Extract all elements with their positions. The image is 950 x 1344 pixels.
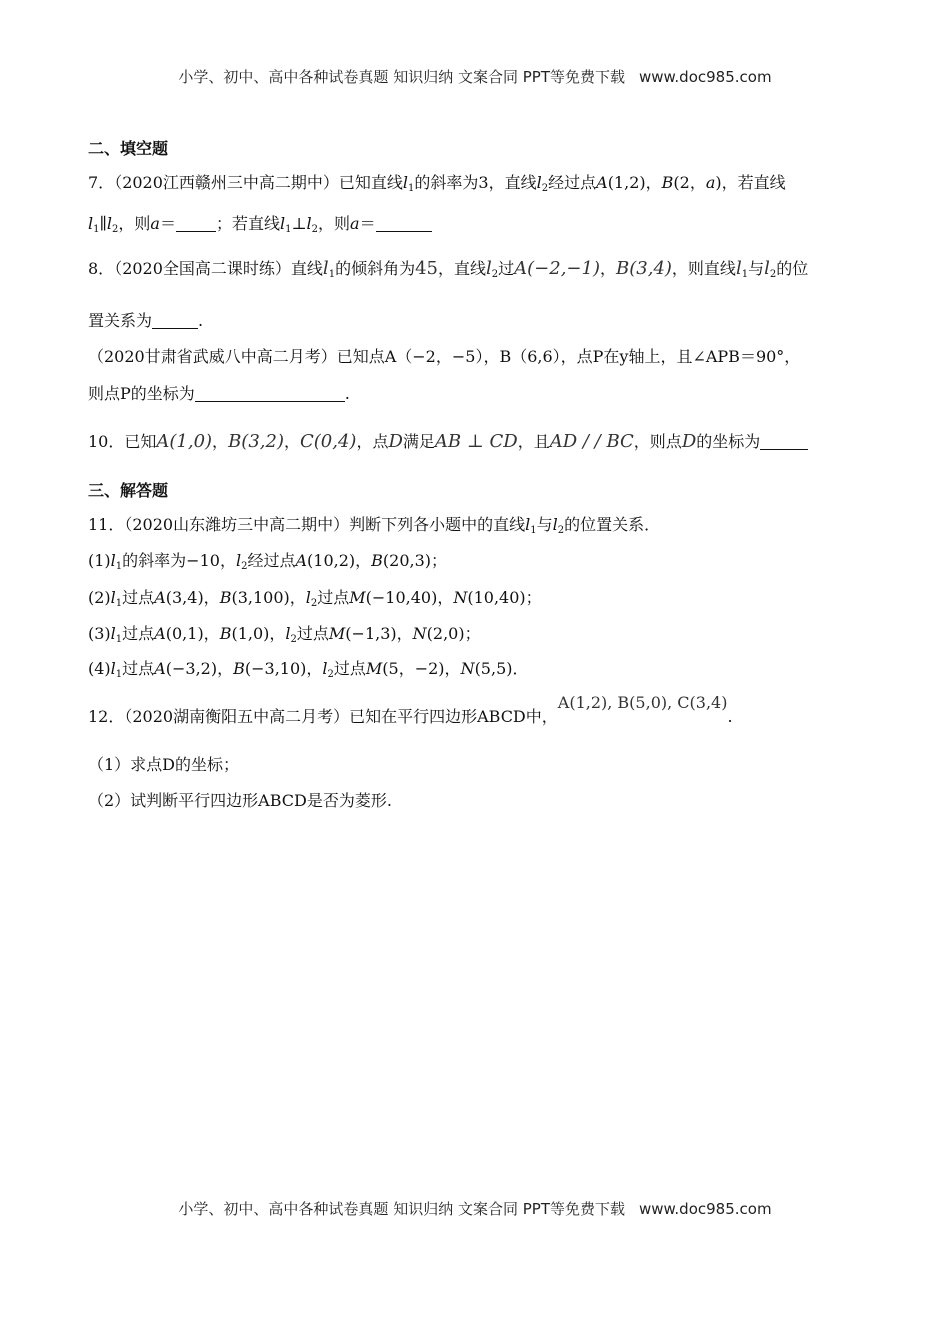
question-10: 10．已知A(1,0)，B(3,2)，C(0,4)，点D满足AB ⊥ CD，且AD / / BC，则点D的坐标为 — [88, 432, 878, 452]
answer-blank-9[interactable] — [195, 385, 345, 402]
question-11-part-2: $(2)l_1$过点A(3,4)，B(3,100)，$l_2$过点M(−10,40)，N(10,40)； — [88, 588, 542, 609]
answer-blank-7a[interactable] — [176, 215, 216, 232]
question-12-sub-1: （1）求点D的坐标； — [88, 755, 240, 774]
question-11-part-3: $(3)l_1$过点A(0,1)，B(1,0)，$l_2$过点M(−1,3)，N(2,0)； — [88, 624, 481, 645]
answer-blank-7b[interactable] — [376, 215, 432, 232]
question-9-line-1: （2020甘肃省武威八中高二月考）已知点A（−2，−5），B（6,6），点P在y轴上，且∠APB＝90°， — [88, 347, 801, 366]
section-answer: 三、解答题 — [88, 481, 169, 500]
header-text: 小学、初中、高中各种试卷真题 知识归纳 文案合同 PPT等免费下载 — [178, 68, 625, 86]
page-footer — [0, 1198, 950, 1219]
answer-blank-10[interactable] — [760, 433, 808, 450]
section-fill-in: 二、填空题 — [88, 139, 169, 158]
footer-text: 小学、初中、高中各种试卷真题 知识归纳 文案合同 PPT等免费下载 — [178, 1200, 625, 1218]
page-header — [0, 66, 950, 87]
question-7-line-2: $l_1\parallel l_2$，则a＝ ；若直线$l_1\perp l_2$，则a＝ — [88, 214, 878, 240]
question-8-line-1: 8．（2020全国高二课时练）直线$l_1$的倾斜角为45，直线$l_2$过A(−2,−1)，B(3,4)，则直线$l_1$与$l_2$的位 — [88, 258, 809, 280]
question-11-part-4: $(4)l_1$过点A(−3,2)，B(−3,10)，$l_2$过点M(5，−2)，N(5,5)． — [88, 659, 529, 680]
question-11-intro: 11．（2020山东潍坊三中高二期中）判断下列各小题中的直线$l_1$与$l_2$的位置关系． — [88, 515, 661, 536]
answer-blank-8[interactable] — [152, 312, 198, 329]
question-12-sub-2: （2）试判断平行四边形ABCD是否为菱形. — [88, 791, 392, 810]
footer-site[interactable]: www.doc985.com — [638, 1200, 772, 1218]
question-7-line-1: 7．（2020江西赣州三中高二期中）已知直线$l_1$的斜率为3，直线$l_2$经过点A(1,2)，B(2，a)，若直线 — [88, 173, 786, 194]
question-8-line-2: 置关系为 . — [88, 311, 204, 330]
question-9-line-2: 则点P的坐标为 . — [88, 384, 350, 403]
header-site[interactable]: www.doc985.com — [638, 68, 772, 86]
question-12: 12．（2020湖南衡阳五中高二月考）已知在平行四边形ABCD中，A(1,2), B(5,0), C(3,4). — [88, 693, 733, 726]
question-11-part-1: $(1)l_1$的斜率为−10，$l_2$经过点A(10,2)，B(20,3)； — [88, 551, 448, 572]
